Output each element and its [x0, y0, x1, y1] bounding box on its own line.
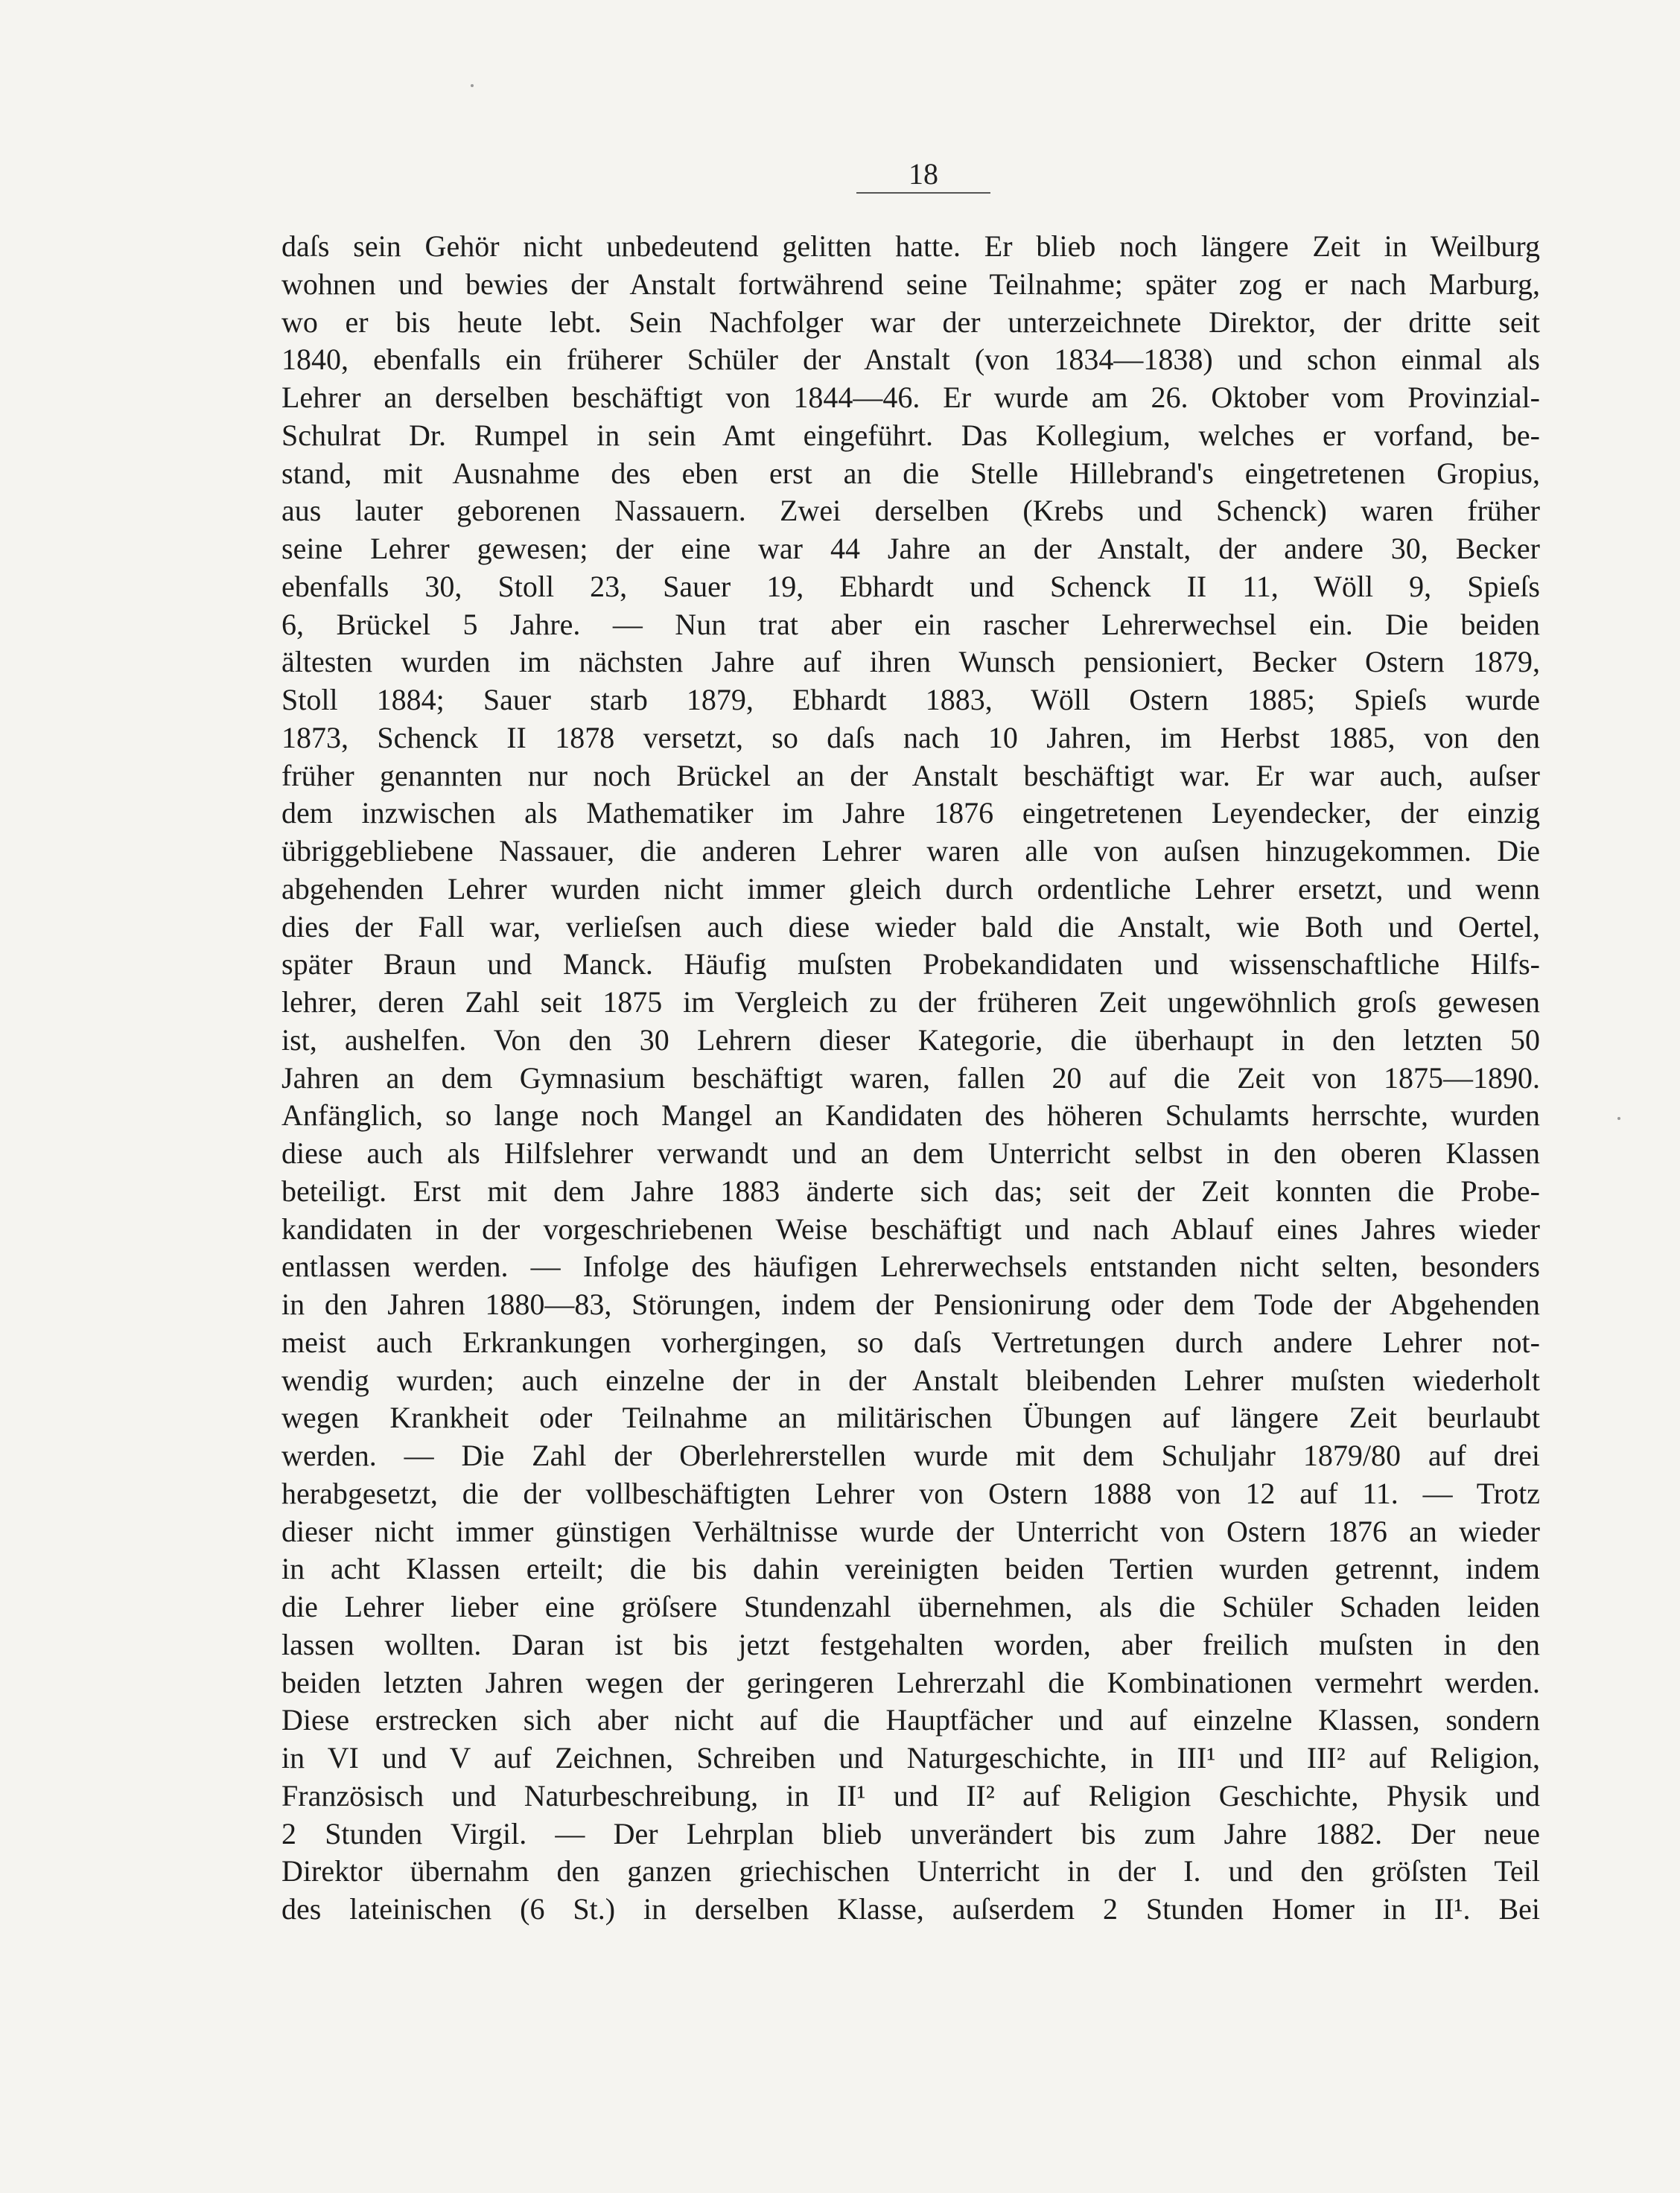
- text-line: daſs sein Gehör nicht unbedeutend gelitten hatte. Er blieb noch längere Zeit in Weilburg: [281, 229, 1540, 263]
- text-line: Diese erstrecken sich aber nicht auf die Hauptfächer und auf einzelne Klassen, sondern: [281, 1703, 1540, 1737]
- text-line: wendig wurden; auch einzelne der in der Anstalt bleibenden Lehrer muſsten wiederholt: [281, 1363, 1540, 1397]
- text-line: abgehenden Lehrer wurden nicht immer gleich durch ordentliche Lehrer ersetzt, und wenn: [281, 871, 1540, 905]
- text-line: lehrer, deren Zahl seit 1875 im Vergleich zu der früheren Zeit ungewöhnlich groſs gewesen: [281, 985, 1540, 1019]
- text-line: wegen Krankheit oder Teilnahme an militärischen Übungen auf längere Zeit beurlaubt: [281, 1401, 1540, 1435]
- text-line: lassen wollten. Daran ist bis jetzt festgehalten worden, aber freilich muſsten in den: [281, 1627, 1540, 1661]
- text-line: Jahren an dem Gymnasium beschäftigt waren, fallen 20 auf die Zeit von 1875—1890.: [281, 1060, 1540, 1095]
- text-line: Schulrat Dr. Rumpel in sein Amt eingeführt. Das Kollegium, welches er vorfand, be-: [281, 418, 1540, 452]
- page-number: 18: [909, 157, 938, 191]
- text-line: später Braun und Manck. Häufig muſsten Probekandidaten und wissenschaftliche Hilfs-: [281, 947, 1540, 981]
- text-line: stand, mit Ausnahme des eben erst an die Stelle Hillebrand's eingetretenen Gropius,: [281, 456, 1540, 490]
- text-line: in VI und V auf Zeichnen, Schreiben und Naturgeschichte, in III¹ und III² auf Religion,: [281, 1741, 1540, 1775]
- text-line: Anfänglich, so lange noch Mangel an Kandidaten des höheren Schulamts herrschte, wurden: [281, 1098, 1540, 1133]
- paper-speck: [1617, 1117, 1620, 1120]
- text-line: ebenfalls 30, Stoll 23, Sauer 19, Ebhardt und Schenck II 11, Wöll 9, Spieſs: [281, 569, 1540, 603]
- body-text: [281, 228, 1540, 1929]
- text-line: beteiligt. Erst mit dem Jahre 1883 änderte sich das; seit der Zeit konnten die Probe-: [281, 1174, 1540, 1208]
- text-line: ist, aushelfen. Von den 30 Lehrern dieser Kategorie, die überhaupt in den letzten 50: [281, 1022, 1540, 1057]
- text-line: seine Lehrer gewesen; der eine war 44 Jahre an der Anstalt, der andere 30, Becker: [281, 532, 1540, 565]
- text-line: des lateinischen (6 St.) in derselben Klasse, auſserdem 2 Stunden Homer in II¹. Bei: [281, 1892, 1540, 1926]
- text-line: in den Jahren 1880—83, Störungen, indem der Pensionirung oder dem Tode der Abgehenden: [281, 1288, 1540, 1321]
- text-line: werden. — Die Zahl der Oberlehrerstellen wurde mit dem Schuljahr 1879/80 auf drei: [281, 1439, 1540, 1472]
- text-line: 1873, Schenck II 1878 versetzt, so daſs nach 10 Jahren, im Herbst 1885, von den: [281, 720, 1540, 754]
- text-line: 2 Stunden Virgil. — Der Lehrplan blieb unverändert bis zum Jahre 1882. Der neue: [281, 1816, 1540, 1850]
- text-line: wo er bis heute lebt. Sein Nachfolger war der unterzeichnete Direktor, der dritte seit: [281, 305, 1540, 339]
- text-line: früher genannten nur noch Brückel an der Anstalt beschäftigt war. Er war auch, auſser: [281, 758, 1540, 792]
- text-line: ältesten wurden im nächsten Jahre auf ihren Wunsch pensioniert, Becker Ostern 1879,: [281, 645, 1540, 679]
- text-line: übriggebliebene Nassauer, die anderen Lehrer waren alle von auſsen hinzugekommen. Die: [281, 834, 1540, 868]
- text-line: in acht Klassen erteilt; die bis dahin vereinigten beiden Tertien wurden getrennt, indem: [281, 1552, 1540, 1586]
- paper-speck: [471, 84, 474, 87]
- text-line: 6, Brückel 5 Jahre. — Nun trat aber ein rascher Lehrerwechsel ein. Die beiden: [281, 607, 1540, 641]
- text-line: wohnen und bewies der Anstalt fortwährend seine Teilnahme; später zog er nach Marburg,: [281, 267, 1540, 301]
- text-line: Direktor übernahm den ganzen griechischen Unterricht in der I. und den gröſsten Teil: [281, 1854, 1540, 1888]
- text-line: kandidaten in der vorgeschriebenen Weise beschäftigt und nach Ablauf eines Jahres wieder: [281, 1212, 1540, 1246]
- text-line: beiden letzten Jahren wegen der geringeren Lehrerzahl die Kombinationen vermehrt werden.: [281, 1665, 1540, 1699]
- text-line: herabgesetzt, die der vollbeschäftigten Lehrer von Ostern 1888 von 12 auf 11. — Trotz: [281, 1476, 1540, 1510]
- text-line: Stoll 1884; Sauer starb 1879, Ebhardt 1883, Wöll Ostern 1885; Spieſs wurde: [281, 683, 1540, 716]
- text-line: 1840, ebenfalls ein früherer Schüler der Anstalt (von 1834—1838) und schon einmal als: [281, 343, 1540, 377]
- text-line: diese auch als Hilfslehrer verwandt und an dem Unterricht selbst in den oberen Klassen: [281, 1136, 1540, 1170]
- text-line: meist auch Erkrankungen vorhergingen, so daſs Vertretungen durch andere Lehrer not-: [281, 1325, 1540, 1359]
- text-line: Lehrer an derselben beschäftigt von 1844—46. Er wurde am 26. Oktober vom Provinzial-: [281, 381, 1540, 414]
- text-line: entlassen werden. — Infolge des häufigen Lehrerwechsels entstanden nicht selten, besonders: [281, 1250, 1540, 1284]
- text-line: dies der Fall war, verlieſsen auch diese wieder bald die Anstalt, wie Both und Oertel,: [281, 909, 1540, 943]
- text-line: dieser nicht immer günstigen Verhältnisse wurde der Unterricht von Ostern 1876 an wieder: [281, 1514, 1540, 1548]
- page-number-rule: [856, 192, 990, 194]
- text-line: Französisch und Naturbeschreibung, in II¹ und II² auf Religion Geschichte, Physik und: [281, 1778, 1540, 1812]
- text-line: die Lehrer lieber eine gröſsere Stundenzahl übernehmen, als die Schüler Schaden leiden: [281, 1590, 1540, 1623]
- text-line: aus lauter geborenen Nassauern. Zwei derselben (Krebs und Schenck) waren früher: [281, 494, 1540, 528]
- text-line: dem inzwischen als Mathematiker im Jahre 1876 eingetretenen Leyendecker, der einzig: [281, 796, 1540, 830]
